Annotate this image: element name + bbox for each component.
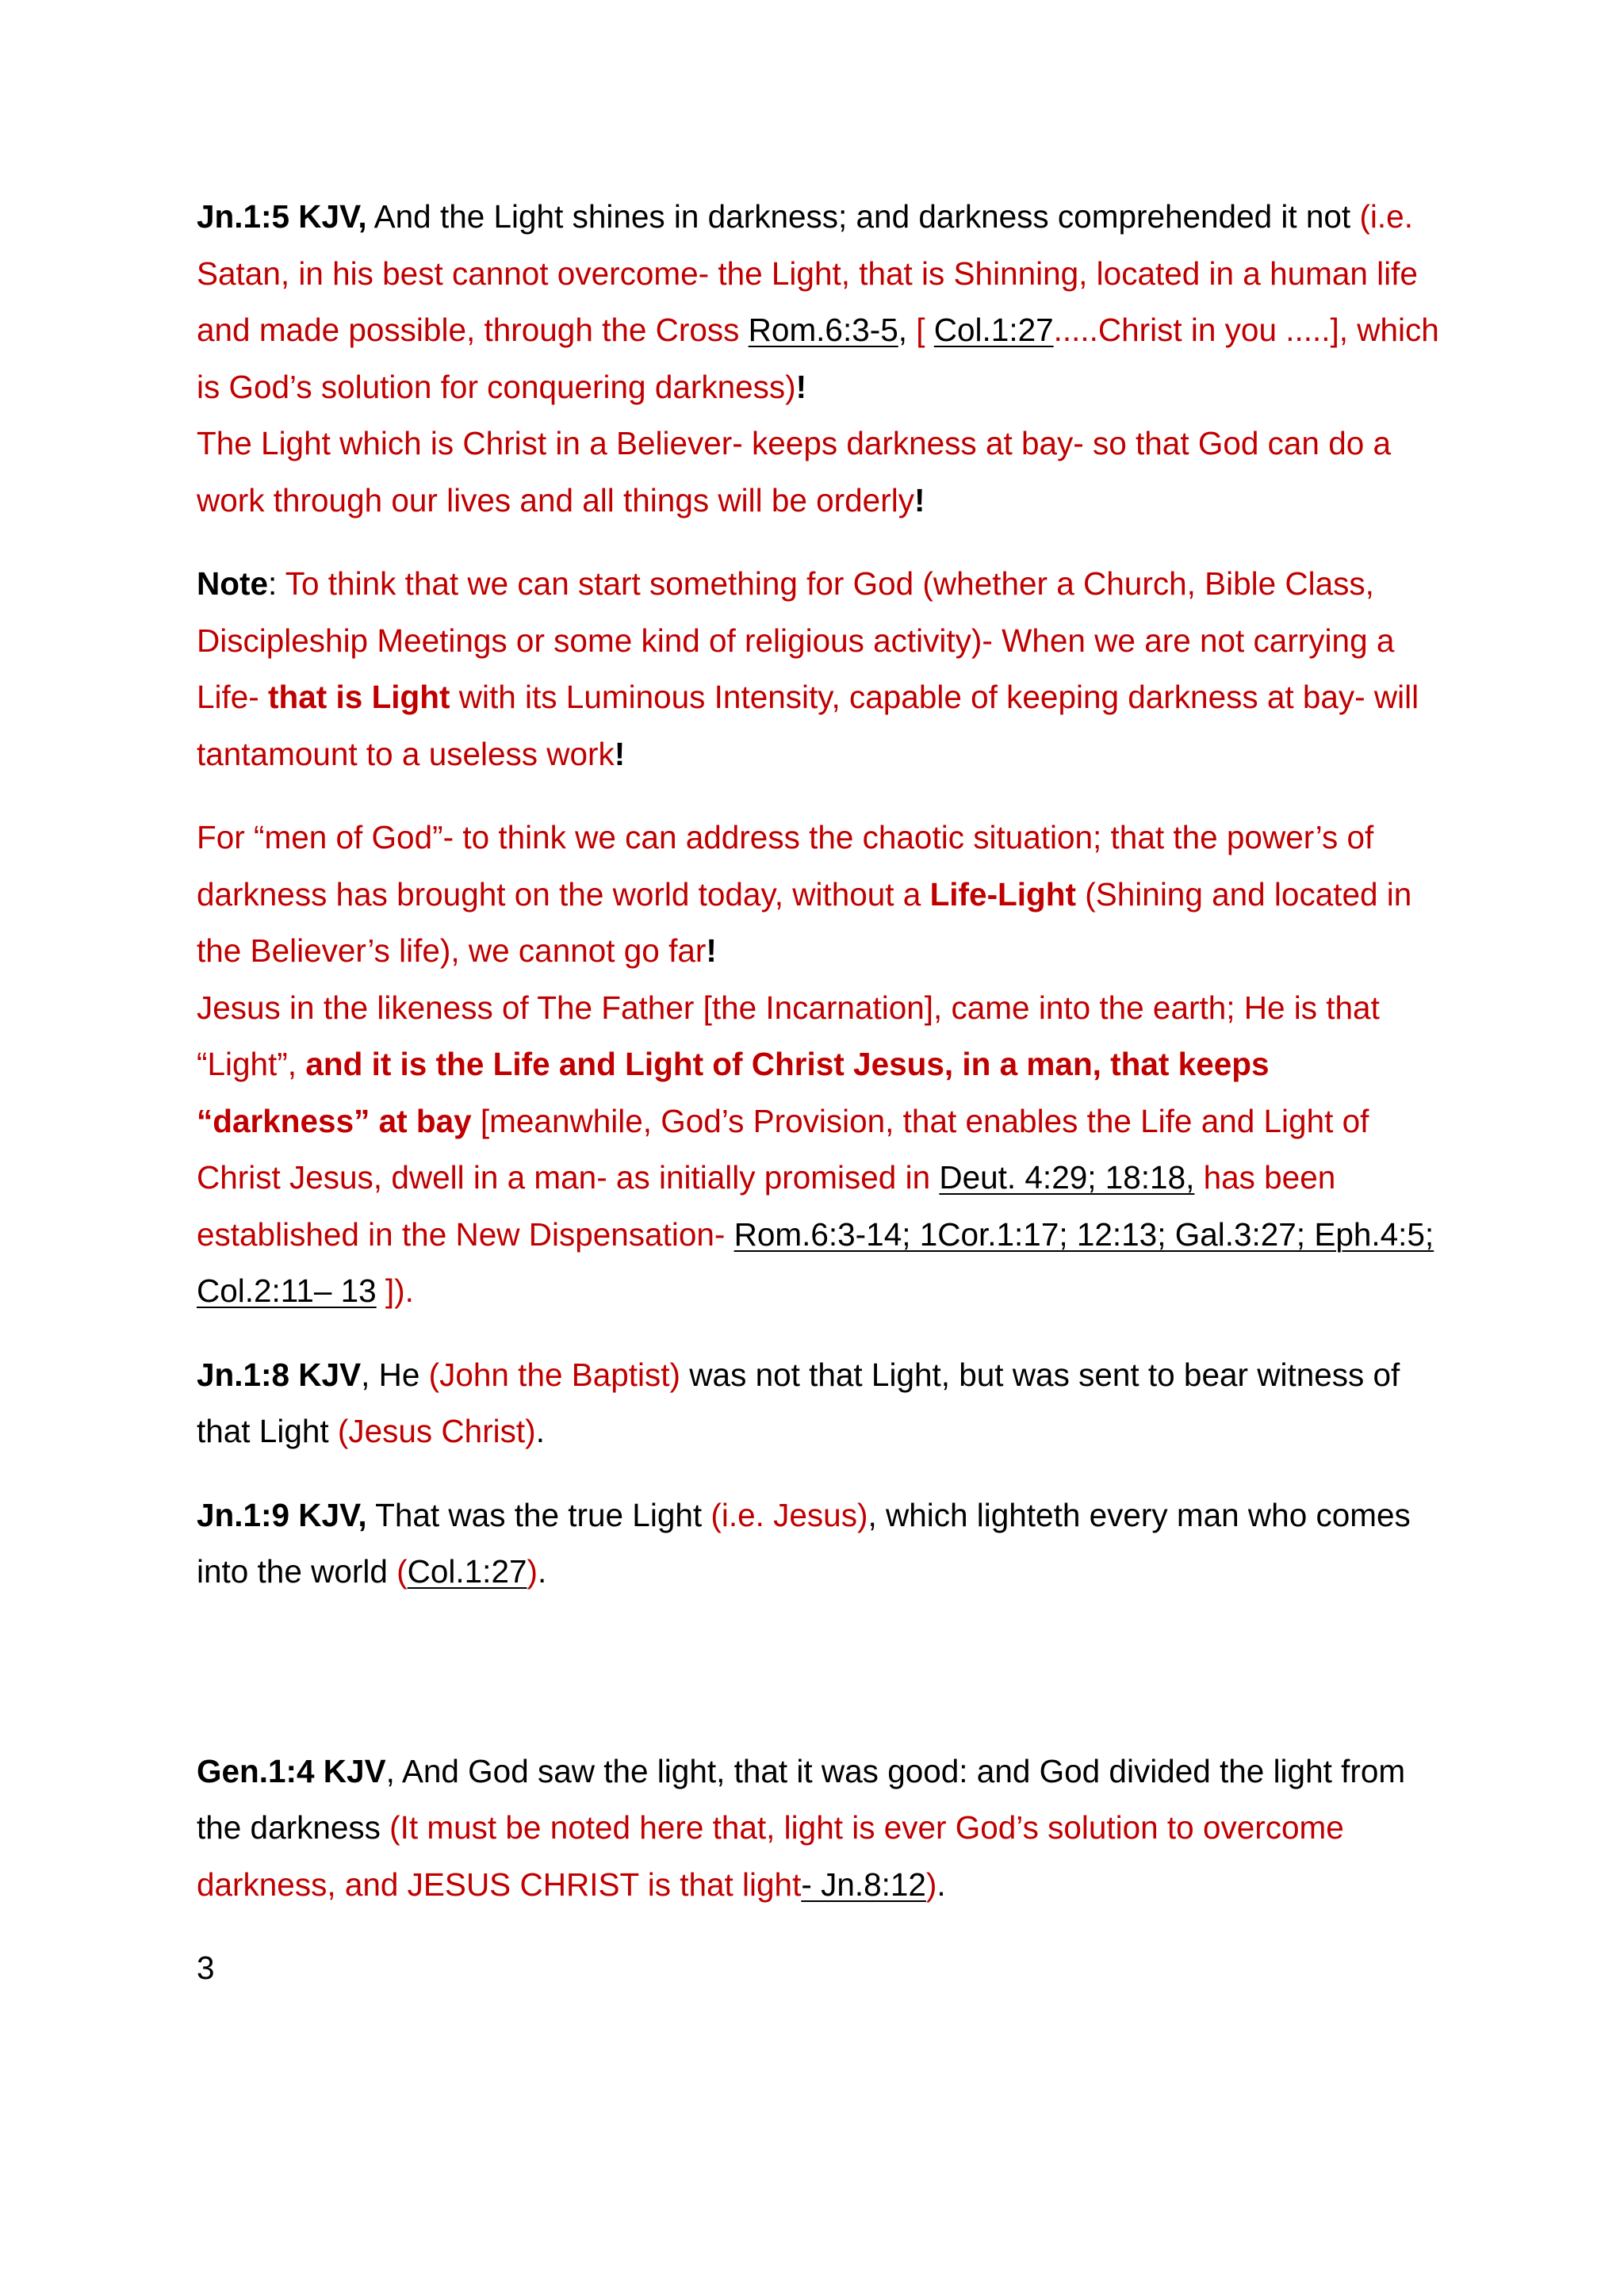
page-content: [197, 189, 1450, 1997]
scripture-link: Col.1:27: [933, 312, 1054, 348]
commentary-text: (Shining and located in the Believer’s life), we cannot go far: [197, 875, 1412, 969]
scripture-link: - Jn.8:12: [801, 1866, 926, 1903]
paragraph-jn-1-5: [197, 189, 1450, 415]
verse-reference: Jn.1:9 KJV,: [197, 1496, 367, 1533]
paragraph-jn-1-9: [197, 1487, 1450, 1601]
verse-text: That was the true Light: [366, 1496, 711, 1533]
verse-reference: Jn.1:8 KJV: [197, 1356, 362, 1393]
commentary-text: .....Christ in you .....], which is God’s solution for conquering darkness): [197, 312, 1439, 405]
emphasis-mark: !: [706, 932, 717, 969]
verse-text: , He: [361, 1356, 429, 1393]
note-label: Note: [197, 565, 268, 602]
emphasis-mark: !: [914, 481, 925, 519]
plain-text: :: [268, 565, 285, 602]
verse-text: .: [535, 1413, 545, 1449]
commentary-text: (i.e. Satan, in his best cannot overcome- the Light, that is Shinning, located in a human life and made possible, through the Cross: [197, 198, 1418, 348]
commentary-emphasis: that is Light: [268, 679, 450, 715]
commentary-text: ]).: [376, 1272, 414, 1309]
commentary-text: The Light which is Christ in a Believer- keeps darkness at bay- so that God can do a work through our lives and all things will be orderly: [197, 425, 1392, 519]
commentary-text: ): [527, 1553, 538, 1590]
paragraph-note: [197, 556, 1450, 783]
paragraph-light-in-believer: [197, 415, 1450, 529]
commentary-text: (: [396, 1553, 408, 1590]
commentary-text: (John the Baptist): [428, 1356, 681, 1393]
commentary-text: Jesus in the likeness of The Father [the Incarnation], came into the earth; He is that “Light”,: [197, 989, 1380, 1082]
commentary-text: [: [916, 312, 934, 348]
paragraph-jesus-likeness: [197, 980, 1450, 1320]
scripture-link: Rom.6:3-5: [748, 312, 898, 348]
verse-text: was not that Light, but was sent to bear witness of that Light: [197, 1356, 1400, 1449]
verse-reference: Jn.1:5 KJV,: [197, 198, 367, 235]
verse-text: And the Light shines in darkness; and darkness comprehended it not: [366, 198, 1351, 235]
commentary-text: with its Luminous Intensity, capable of keeping darkness at bay- will tantamount to a useless work: [197, 679, 1419, 772]
emphasis-mark: !: [614, 735, 626, 772]
commentary-text: (Jesus Christ): [337, 1413, 536, 1449]
verse-reference: Gen.1:4 KJV: [197, 1752, 386, 1789]
paragraph-men-of-god: [197, 809, 1450, 980]
paragraph-gen-1-4: [197, 1743, 1450, 1914]
commentary-text: For “men of God”- to think we can address the chaotic situation; that the power’s of darkness has brought on the world today, without a: [197, 819, 1374, 913]
commentary-text: To think that we can start something for God (whether a Church, Bible Class, Discipleship Meetings or some kind of religious activity)- When we are not carrying a Life-: [197, 565, 1395, 715]
scripture-link: Col.1:27: [407, 1553, 527, 1590]
commentary-emphasis: Life-Light: [929, 875, 1077, 913]
emphasis-mark: !: [795, 368, 807, 405]
verse-text: .: [936, 1866, 946, 1903]
scripture-link: Rom.6:3-14; 1Cor.1:17; 12:13; Gal.3:27; Eph.4:5; Col.2:11– 13: [197, 1215, 1434, 1309]
commentary-text: [meanwhile, God’s Provision, that enables the Life and Light of Christ Jesus, dwell in a man- as initially promised in: [197, 1102, 1369, 1196]
verse-text: ,: [898, 312, 917, 348]
scripture-link: Deut. 4:29; 18:18,: [939, 1159, 1195, 1196]
commentary-emphasis: and it is the Life and Light of Christ Jesus, in a man, that keeps “darkness” at bay: [197, 1046, 1270, 1139]
commentary-text: ): [925, 1866, 937, 1903]
paragraph-jn-1-8: [197, 1347, 1450, 1460]
commentary-text: (i.e. Jesus): [710, 1496, 868, 1533]
page-number: 3: [197, 1950, 215, 1986]
verse-text: , which lighteth every man who comes into the world: [197, 1496, 1411, 1590]
commentary-text: (It must be noted here that, light is ever God’s solution to overcome darkness, and JESUS CHRIST is that light: [197, 1809, 1344, 1903]
verse-text: , And God saw the light, that it was good: and God divided the light from the darkness: [197, 1752, 1406, 1846]
verse-text: .: [538, 1553, 547, 1590]
commentary-text: has been established in the New Dispensation-: [197, 1159, 1336, 1253]
